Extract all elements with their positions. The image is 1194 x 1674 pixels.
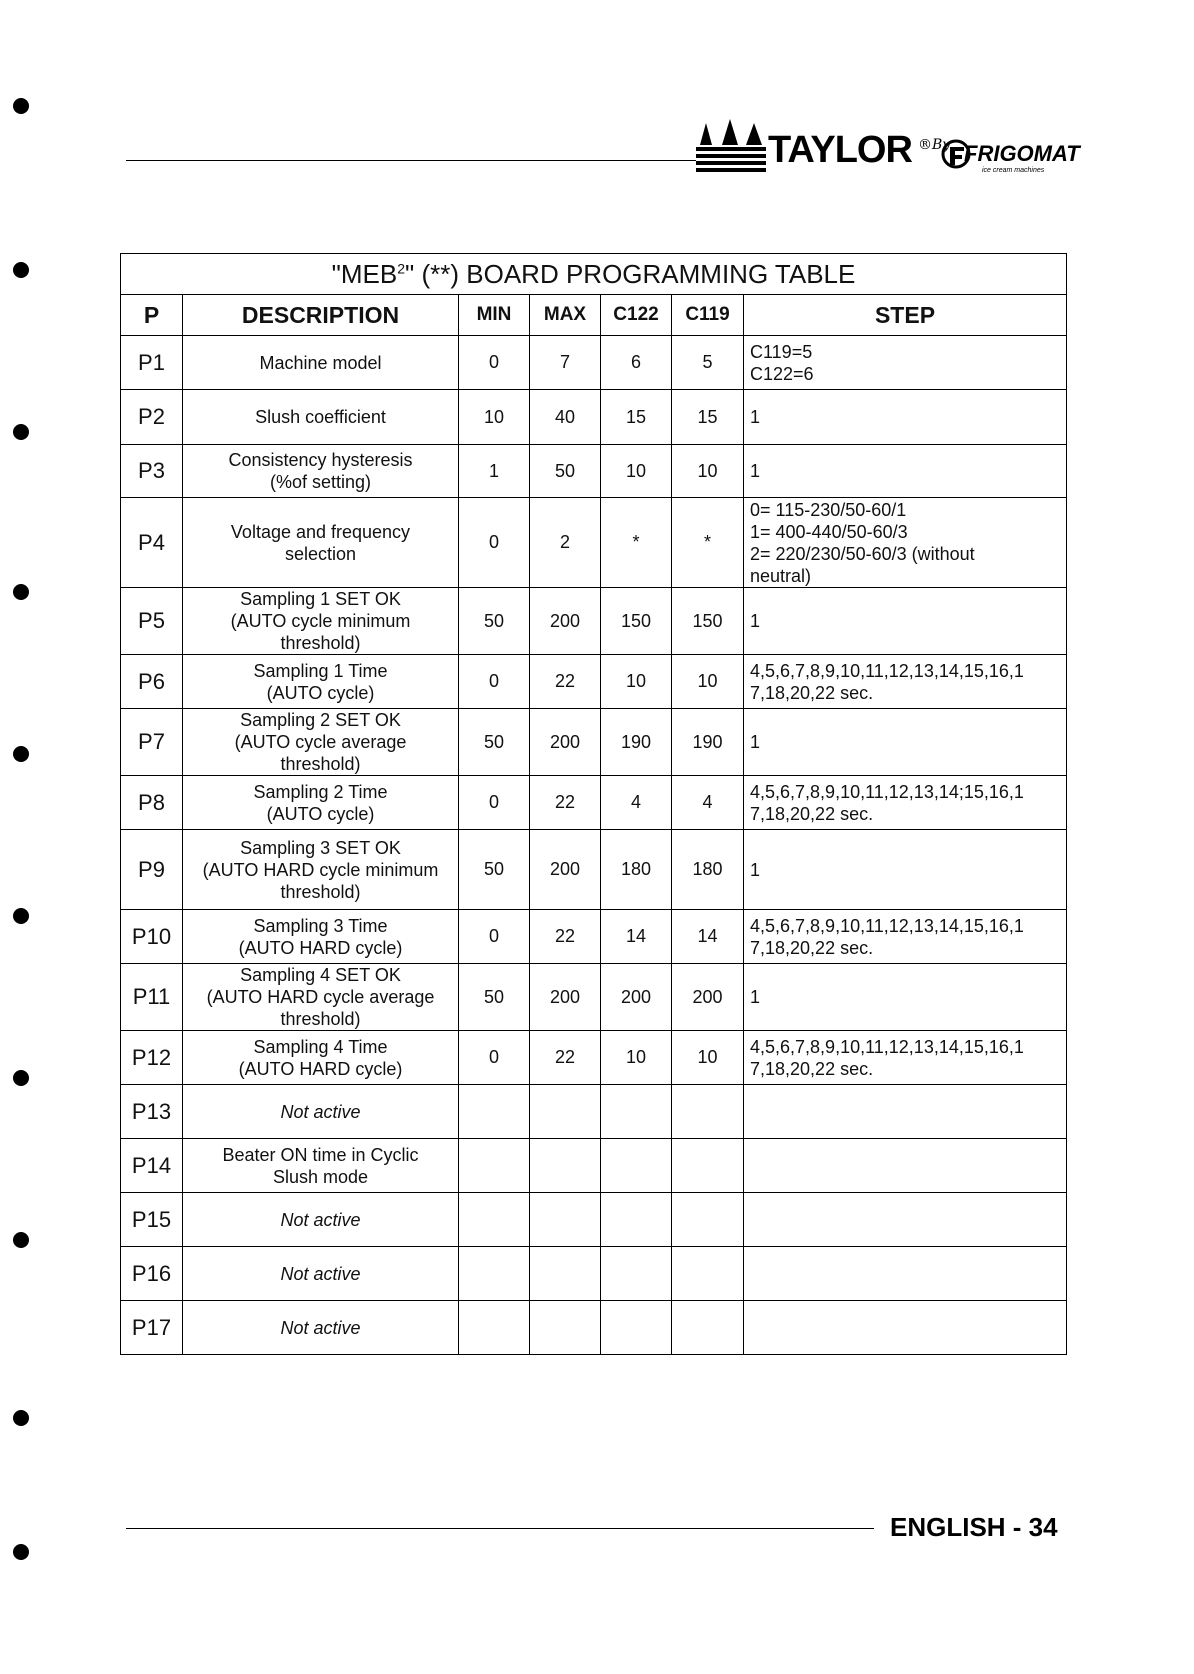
step-line: 1	[750, 407, 761, 427]
col-header-max: MAX	[530, 295, 601, 336]
c122-value: 10	[625, 1047, 647, 1067]
c119-value: 180	[692, 859, 723, 879]
min-value: 0	[488, 671, 499, 691]
min-value: 50	[483, 986, 505, 1007]
description-line: Voltage and frequency	[230, 521, 411, 542]
description-cell	[183, 964, 459, 1031]
c119-value: *	[703, 532, 711, 552]
c122-cell	[601, 1301, 672, 1355]
description-line: Not active	[280, 1317, 361, 1338]
c119-cell	[672, 445, 744, 498]
min-cell	[459, 445, 530, 498]
step-cell	[744, 709, 1067, 776]
description-cell	[183, 336, 459, 390]
min-cell	[459, 1193, 530, 1247]
step-line: 1	[750, 859, 761, 880]
c119-cell	[672, 498, 744, 588]
c122-cell	[601, 1139, 672, 1193]
description-cell	[183, 1085, 459, 1139]
min-value: 0	[488, 352, 499, 372]
max-value: 7	[559, 352, 570, 372]
description-line: threshold)	[280, 633, 361, 653]
description-line: Sampling 3 Time	[253, 915, 388, 936]
c119-cell	[672, 776, 744, 830]
binder-hole	[13, 262, 29, 278]
step-cell	[744, 390, 1067, 445]
min-cell	[459, 964, 530, 1031]
c119-value: 10	[697, 460, 718, 481]
description-cell	[183, 709, 459, 776]
description-line: (AUTO HARD cycle minimum	[202, 859, 439, 880]
c122-cell	[601, 776, 672, 830]
c122-value: 150	[620, 610, 652, 631]
step-cell	[744, 1139, 1067, 1193]
description-cell	[183, 1193, 459, 1247]
step-cell	[744, 588, 1067, 655]
max-value: 22	[554, 1047, 576, 1067]
min-cell	[459, 1301, 530, 1355]
c122-cell	[601, 498, 672, 588]
table-row	[121, 1193, 1067, 1247]
c122-cell	[601, 1193, 672, 1247]
c119-value: 15	[697, 406, 718, 427]
description-line: Not active	[280, 1263, 361, 1284]
c122-value: 180	[620, 859, 652, 879]
table-title-row	[121, 254, 1067, 295]
param-id: P15	[131, 1206, 172, 1232]
footer-rule	[126, 1528, 874, 1529]
binder-hole	[13, 1410, 29, 1426]
description-line: Sampling 1 Time	[253, 660, 388, 681]
step-line: C119=5	[750, 341, 813, 362]
min-cell	[459, 1247, 530, 1301]
c119-value: 4	[702, 792, 713, 812]
step-cell	[744, 830, 1067, 910]
description-line: Beater ON time in Cyclic	[222, 1144, 419, 1165]
brand-registered: ®By	[918, 137, 951, 153]
description-cell	[183, 390, 459, 445]
c122-cell	[601, 910, 672, 964]
step-line: 4,5,6,7,8,9,10,11,12,13,14;15,16,1	[750, 781, 1024, 802]
step-line: 4,5,6,7,8,9,10,11,12,13,14,15,16,1	[750, 1036, 1024, 1057]
c122-value: 190	[620, 731, 652, 752]
description-cell	[183, 830, 459, 910]
description-line: Sampling 1 SET OK	[240, 589, 401, 609]
description-line: Sampling 4 SET OK	[240, 965, 401, 985]
param-id-cell	[121, 709, 183, 776]
step-line: 7,18,20,22 sec.	[750, 937, 874, 958]
param-id-cell	[121, 1193, 183, 1247]
min-cell	[459, 709, 530, 776]
binder-hole	[13, 1070, 29, 1086]
max-cell	[530, 830, 601, 910]
description-line: threshold)	[280, 754, 361, 774]
min-value: 0	[488, 792, 499, 812]
min-value: 1	[488, 460, 499, 481]
c122-value: 200	[620, 986, 652, 1007]
step-line: 1	[750, 732, 761, 752]
description-line: (AUTO cycle minimum	[230, 611, 411, 631]
step-cell	[744, 1193, 1067, 1247]
param-id-cell	[121, 390, 183, 445]
param-id-cell	[121, 1301, 183, 1355]
description-cell	[183, 776, 459, 830]
c122-value: 10	[625, 460, 647, 481]
col-header-c122: C122	[601, 295, 672, 336]
max-value: 50	[554, 460, 576, 481]
min-value: 0	[488, 926, 499, 946]
param-id: P5	[138, 608, 165, 633]
max-value: 2	[559, 532, 570, 552]
max-value: 22	[554, 792, 576, 812]
table-row	[121, 588, 1067, 655]
table-row	[121, 1085, 1067, 1139]
min-cell	[459, 588, 530, 655]
table-row	[121, 655, 1067, 709]
max-cell	[530, 655, 601, 709]
step-line: 7,18,20,22 sec.	[750, 803, 874, 824]
min-value: 0	[488, 1047, 499, 1067]
c119-value: 10	[697, 671, 718, 691]
c119-cell	[672, 1193, 744, 1247]
table-row	[121, 1031, 1067, 1085]
max-cell	[530, 336, 601, 390]
c119-value: 150	[692, 610, 723, 631]
max-value: 40	[554, 406, 576, 427]
param-id-cell	[121, 964, 183, 1031]
description-line: (AUTO cycle)	[266, 803, 375, 824]
max-cell	[530, 1193, 601, 1247]
description-cell	[183, 1031, 459, 1085]
step-cell	[744, 1301, 1067, 1355]
description-line: Sampling 2 Time	[253, 781, 388, 802]
min-value: 10	[483, 406, 505, 427]
col-header-step: STEP	[744, 295, 1067, 336]
step-line: 1	[750, 611, 761, 631]
step-cell	[744, 776, 1067, 830]
param-id-cell	[121, 445, 183, 498]
param-id-cell	[121, 588, 183, 655]
programming-table	[120, 253, 1067, 1355]
binder-hole	[13, 584, 29, 600]
description-line: Consistency hysteresis	[228, 450, 413, 470]
c122-cell	[601, 1247, 672, 1301]
max-cell	[530, 445, 601, 498]
param-id: P17	[131, 1314, 172, 1340]
description-line: threshold)	[280, 881, 361, 902]
param-id: P16	[131, 1260, 172, 1286]
min-value: 0	[488, 532, 499, 552]
step-cell	[744, 655, 1067, 709]
binder-hole	[13, 1232, 29, 1248]
binder-hole	[13, 98, 29, 114]
param-id: P3	[138, 458, 165, 483]
table-row	[121, 830, 1067, 910]
c122-value: 15	[625, 406, 647, 427]
min-value: 50	[483, 859, 505, 879]
min-cell	[459, 390, 530, 445]
c122-cell	[601, 709, 672, 776]
page-label: ENGLISH - 34	[890, 1512, 1058, 1542]
min-cell	[459, 1139, 530, 1193]
param-id: P14	[131, 1152, 172, 1178]
description-line: Not active	[280, 1101, 361, 1122]
c119-cell	[672, 1301, 744, 1355]
max-cell	[530, 910, 601, 964]
description-line: Sampling 2 SET OK	[240, 710, 401, 730]
step-cell	[744, 910, 1067, 964]
step-line: 4,5,6,7,8,9,10,11,12,13,14,15,16,1	[750, 660, 1024, 681]
param-id: P11	[132, 984, 171, 1009]
param-id-cell	[121, 1139, 183, 1193]
max-value: 200	[549, 859, 581, 879]
c119-value: 10	[697, 1047, 718, 1067]
max-value: 200	[549, 731, 581, 752]
description-line: Sampling 3 SET OK	[240, 837, 401, 858]
step-cell	[744, 498, 1067, 588]
description-line: (AUTO cycle average	[234, 732, 407, 752]
maker-name: FRIGOMAT	[964, 141, 1080, 166]
param-id: P8	[138, 789, 165, 815]
col-header-c119: C119	[672, 295, 744, 336]
c122-cell	[601, 445, 672, 498]
max-cell	[530, 390, 601, 445]
param-id: P4	[138, 529, 165, 555]
c119-value: 190	[692, 731, 723, 752]
c119-cell	[672, 588, 744, 655]
c119-value: 5	[702, 352, 713, 372]
step-line: 0= 115-230/50-60/1	[750, 499, 907, 520]
param-id-cell	[121, 1247, 183, 1301]
step-line: 1	[750, 987, 761, 1007]
description-cell	[183, 1247, 459, 1301]
description-cell	[183, 910, 459, 964]
c119-cell	[672, 910, 744, 964]
max-cell	[530, 709, 601, 776]
table-row	[121, 1139, 1067, 1193]
table-row	[121, 1247, 1067, 1301]
param-id: P1	[138, 349, 165, 375]
step-line: 1	[750, 461, 761, 481]
min-cell	[459, 336, 530, 390]
param-id: P12	[131, 1044, 172, 1070]
table-row	[121, 964, 1067, 1031]
description-line: Machine model	[259, 352, 382, 373]
c119-cell	[672, 336, 744, 390]
max-cell	[530, 776, 601, 830]
c119-cell	[672, 1085, 744, 1139]
table-header-row	[121, 295, 1067, 336]
description-line: threshold)	[280, 1009, 361, 1029]
min-cell	[459, 1031, 530, 1085]
binder-hole	[13, 746, 29, 762]
param-id-cell	[121, 1085, 183, 1139]
c122-cell	[601, 1031, 672, 1085]
description-line: selection	[284, 543, 357, 564]
step-line: 7,18,20,22 sec.	[750, 682, 874, 703]
max-value: 22	[554, 926, 576, 946]
description-cell	[183, 445, 459, 498]
step-line: 2= 220/230/50-60/3 (without	[750, 543, 975, 564]
param-id: P6	[138, 668, 165, 694]
c122-value: *	[632, 532, 640, 552]
c119-value: 14	[697, 926, 718, 946]
description-line: (AUTO HARD cycle)	[238, 1058, 403, 1079]
table-row	[121, 709, 1067, 776]
c119-cell	[672, 655, 744, 709]
col-header-p: P	[121, 295, 183, 336]
c122-cell	[601, 655, 672, 709]
max-value: 200	[549, 610, 581, 631]
c119-cell	[672, 709, 744, 776]
c122-cell	[601, 830, 672, 910]
c122-value: 4	[630, 792, 641, 812]
step-cell	[744, 1031, 1067, 1085]
c119-cell	[672, 830, 744, 910]
table-row	[121, 910, 1067, 964]
max-value: 22	[554, 671, 576, 691]
c122-value: 14	[625, 926, 647, 946]
description-cell	[183, 1139, 459, 1193]
table-row	[121, 390, 1067, 445]
step-cell	[744, 964, 1067, 1031]
c122-cell	[601, 1085, 672, 1139]
col-header-description: DESCRIPTION	[183, 295, 459, 336]
description-line: (%of setting)	[269, 472, 372, 492]
step-line: 4,5,6,7,8,9,10,11,12,13,14,15,16,1	[750, 915, 1024, 936]
step-line: 1= 400-440/50-60/3	[750, 521, 908, 542]
table-row	[121, 498, 1067, 588]
description-line: Slush mode	[272, 1166, 369, 1187]
description-cell	[183, 498, 459, 588]
table-row	[121, 1301, 1067, 1355]
maker-tagline: ice cream machines	[982, 167, 1045, 174]
c119-cell	[672, 390, 744, 445]
step-line: neutral)	[750, 565, 812, 586]
max-value: 200	[549, 986, 581, 1007]
min-cell	[459, 830, 530, 910]
description-cell	[183, 655, 459, 709]
brand-logo	[696, 117, 1080, 177]
param-id: P13	[131, 1098, 172, 1124]
c122-cell	[601, 588, 672, 655]
brand-name: TAYLOR	[768, 129, 912, 171]
param-id: P7	[138, 729, 165, 754]
step-cell	[744, 445, 1067, 498]
c122-cell	[601, 336, 672, 390]
max-cell	[530, 1085, 601, 1139]
param-id: P9	[138, 856, 165, 882]
min-cell	[459, 498, 530, 588]
taylor-crown-icon	[696, 117, 766, 173]
max-cell	[530, 1301, 601, 1355]
max-cell	[530, 1031, 601, 1085]
c119-cell	[672, 1247, 744, 1301]
step-cell	[744, 336, 1067, 390]
min-cell	[459, 655, 530, 709]
min-value: 50	[483, 610, 505, 631]
table-row	[121, 776, 1067, 830]
c122-value: 6	[630, 352, 641, 372]
header-rule	[126, 160, 696, 161]
c119-value: 200	[692, 986, 723, 1007]
binder-hole	[13, 424, 29, 440]
param-id-cell	[121, 1031, 183, 1085]
max-cell	[530, 964, 601, 1031]
step-cell	[744, 1247, 1067, 1301]
description-line: (AUTO cycle)	[266, 682, 375, 703]
step-line: C122=6	[750, 363, 814, 384]
binder-hole	[13, 908, 29, 924]
c119-cell	[672, 964, 744, 1031]
description-line: Sampling 4 Time	[253, 1036, 388, 1057]
col-header-min: MIN	[459, 295, 530, 336]
table-row	[121, 336, 1067, 390]
step-line: 7,18,20,22 sec.	[750, 1058, 874, 1079]
param-id: P10	[131, 923, 172, 949]
c122-cell	[601, 390, 672, 445]
c122-cell	[601, 964, 672, 1031]
description-line: (AUTO HARD cycle)	[238, 937, 403, 958]
param-id-cell	[121, 776, 183, 830]
param-id-cell	[121, 910, 183, 964]
max-cell	[530, 1139, 601, 1193]
max-cell	[530, 1247, 601, 1301]
param-id-cell	[121, 655, 183, 709]
param-id-cell	[121, 830, 183, 910]
min-cell	[459, 1085, 530, 1139]
c119-cell	[672, 1139, 744, 1193]
min-cell	[459, 910, 530, 964]
param-id-cell	[121, 336, 183, 390]
param-id: P2	[138, 404, 165, 429]
description-cell	[183, 588, 459, 655]
table-title: "MEB$^2$" (**) BOARD PROGRAMMING TABLE	[121, 254, 1067, 295]
step-cell	[744, 1085, 1067, 1139]
description-line: Not active	[280, 1209, 361, 1230]
description-line: (AUTO HARD cycle average	[206, 987, 435, 1007]
c119-cell	[672, 1031, 744, 1085]
table-row	[121, 445, 1067, 498]
param-id-cell	[121, 498, 183, 588]
max-cell	[530, 498, 601, 588]
binder-hole	[13, 1544, 29, 1560]
c122-value: 10	[625, 671, 647, 691]
max-cell	[530, 588, 601, 655]
description-line: Slush coefficient	[255, 407, 386, 427]
min-value: 50	[483, 731, 505, 752]
description-cell	[183, 1301, 459, 1355]
min-cell	[459, 776, 530, 830]
